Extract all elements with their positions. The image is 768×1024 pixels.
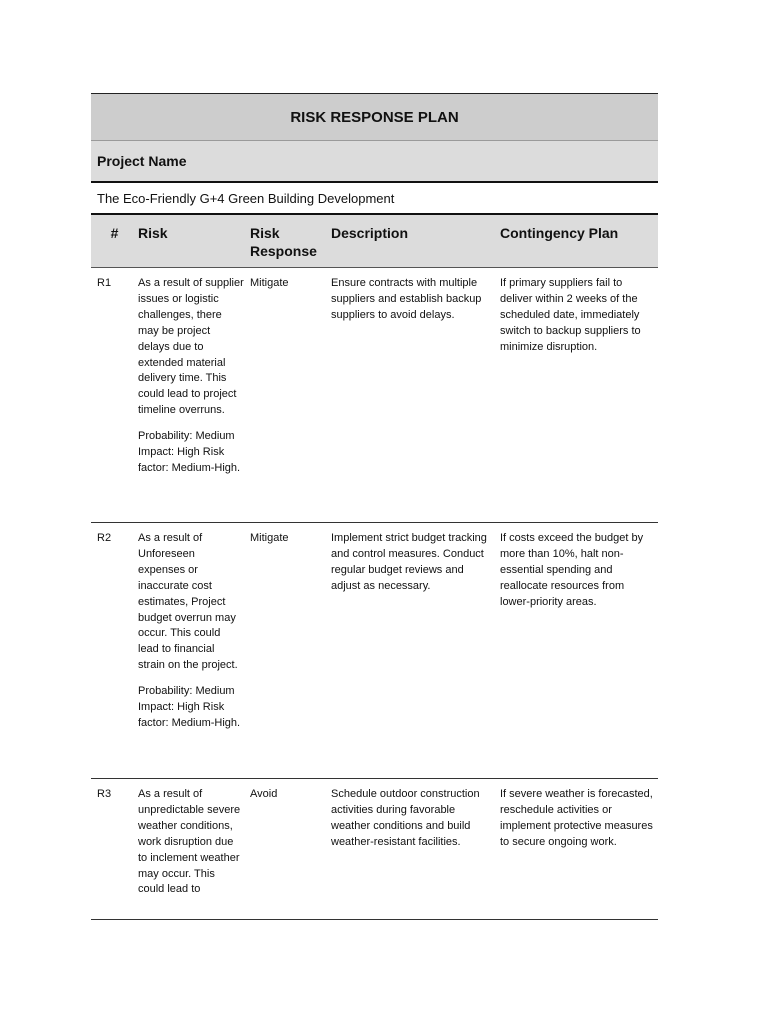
contingency-plan: If severe weather is forecasted, reschedule activities or implement protective measures to secure ongoing work. — [500, 788, 653, 848]
header-description: Description — [331, 225, 409, 241]
risk-cell — [138, 779, 250, 919]
contingency-plan: If costs exceed the budget by more than 10%, halt non-essential spending and reallocate resources from lower-priority areas. — [500, 532, 644, 608]
risk-id: R3 — [97, 788, 112, 800]
table-header-row — [91, 215, 658, 268]
risk-probability: Probability: Medium Impact: High Risk factor: Medium-High. — [138, 430, 241, 474]
project-name-value: The Eco-Friendly G+4 Green Building Development — [91, 183, 658, 215]
risk-response-plan-document — [91, 93, 658, 920]
risk-response: Mitigate — [250, 532, 289, 544]
risk-text: As a result of Unforeseen expenses or inaccurate cost estimates, Project budget overrun may occur. This could lead to financial strain on the project. — [138, 532, 238, 672]
risk-cell — [138, 523, 250, 778]
header-risk-response: Risk Response — [250, 225, 317, 259]
contingency-plan: If primary suppliers fail to deliver within 2 weeks of the scheduled date, immediately switch to backup suppliers to minimize disruption. — [500, 277, 641, 353]
table-row — [91, 779, 658, 920]
document-title: RISK RESPONSE PLAN — [91, 93, 658, 140]
project-name-label: Project Name — [91, 140, 658, 183]
risk-cell — [138, 268, 250, 522]
risk-response: Mitigate — [250, 277, 289, 289]
header-contingency-plan: Contingency Plan — [500, 225, 619, 241]
risk-id: R2 — [97, 532, 112, 544]
risk-text: As a result of supplier issues or logistic challenges, there may be project delays due to extended material delivery time. This could lead to project timeline overruns. — [138, 277, 244, 417]
header-number: # — [110, 225, 119, 241]
table-row — [91, 523, 658, 779]
risk-description: Implement strict budget tracking and control measures. Conduct regular budget reviews and adjust as necessary. — [331, 532, 487, 592]
risk-id: R1 — [97, 277, 112, 289]
risk-probability: Probability: Medium Impact: High Risk factor: Medium-High. — [138, 685, 241, 729]
risk-description: Schedule outdoor construction activities during favorable weather conditions and build weather-resistant facilities. — [331, 788, 480, 848]
header-risk: Risk — [138, 225, 168, 241]
risk-response: Avoid — [250, 788, 278, 800]
risk-text: As a result of unpredictable severe weather conditions, work disruption due to inclement weather may occur. This could lead to — [138, 788, 241, 896]
risk-description: Ensure contracts with multiple suppliers and establish backup suppliers to avoid delays. — [331, 277, 482, 321]
table-row — [91, 268, 658, 523]
